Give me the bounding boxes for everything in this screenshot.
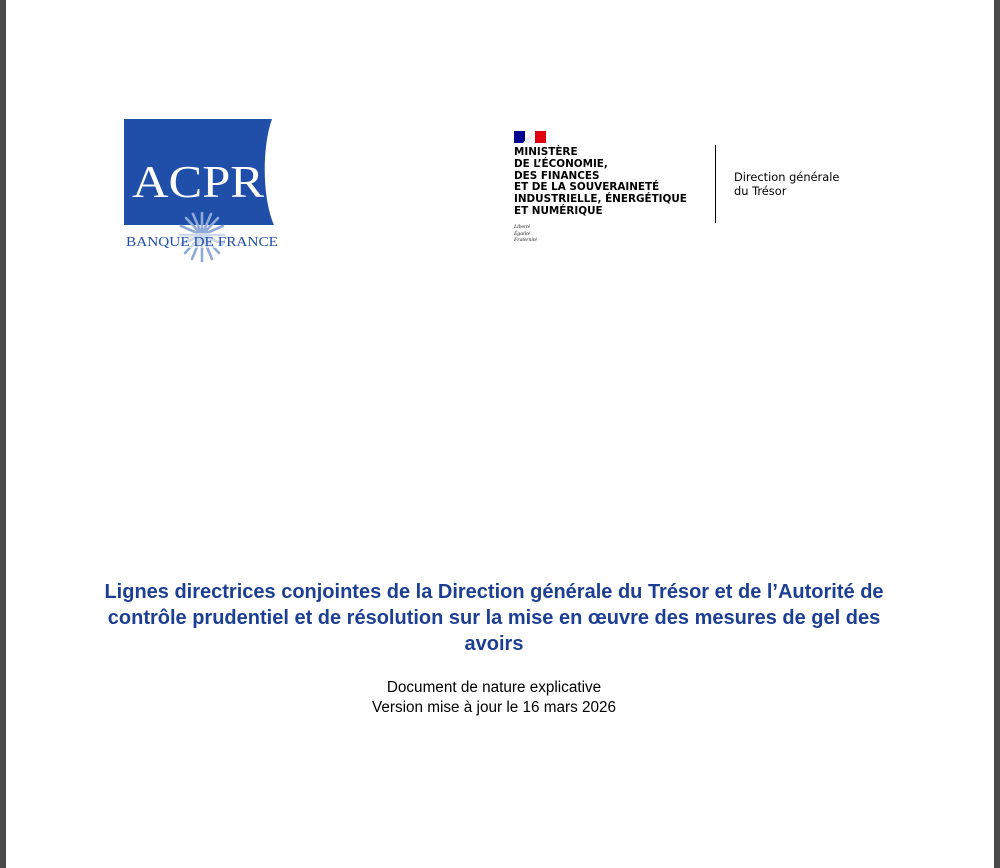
acpr-logo-text: ACPR [132,156,265,207]
document-subtitle [94,678,894,718]
document-nature: Document de nature explicative [386,679,602,696]
ministry-name: MINISTÈRE DE L’ÉCONOMIE, DES FINANCES ET DE LA SOUVERAINETÉ INDUSTRIELLE, ÉNERGÉTIQUE ET NUMÉRIQUE [514,146,687,217]
french-flag-icon [514,131,546,143]
document-page [6,0,994,868]
document-version: Version mise à jour le 16 mars 2026 [371,699,617,716]
document-title: Lignes directrices conjointes de la Direction générale du Trésor et de l’Autorité de contrôle prudentiel et de résolution sur la mise en œuvre des mesures de gel des avoirs [104,581,884,655]
direction-name: Direction générale du Trésor [734,170,840,198]
acpr-logo-subtext: BANQUE DE FRANCE [126,235,278,250]
header-divider [715,145,716,223]
ministry-logo [512,130,722,252]
republic-motto: Liberté Égalité Fraternité [514,224,537,244]
acpr-logo [122,117,282,269]
